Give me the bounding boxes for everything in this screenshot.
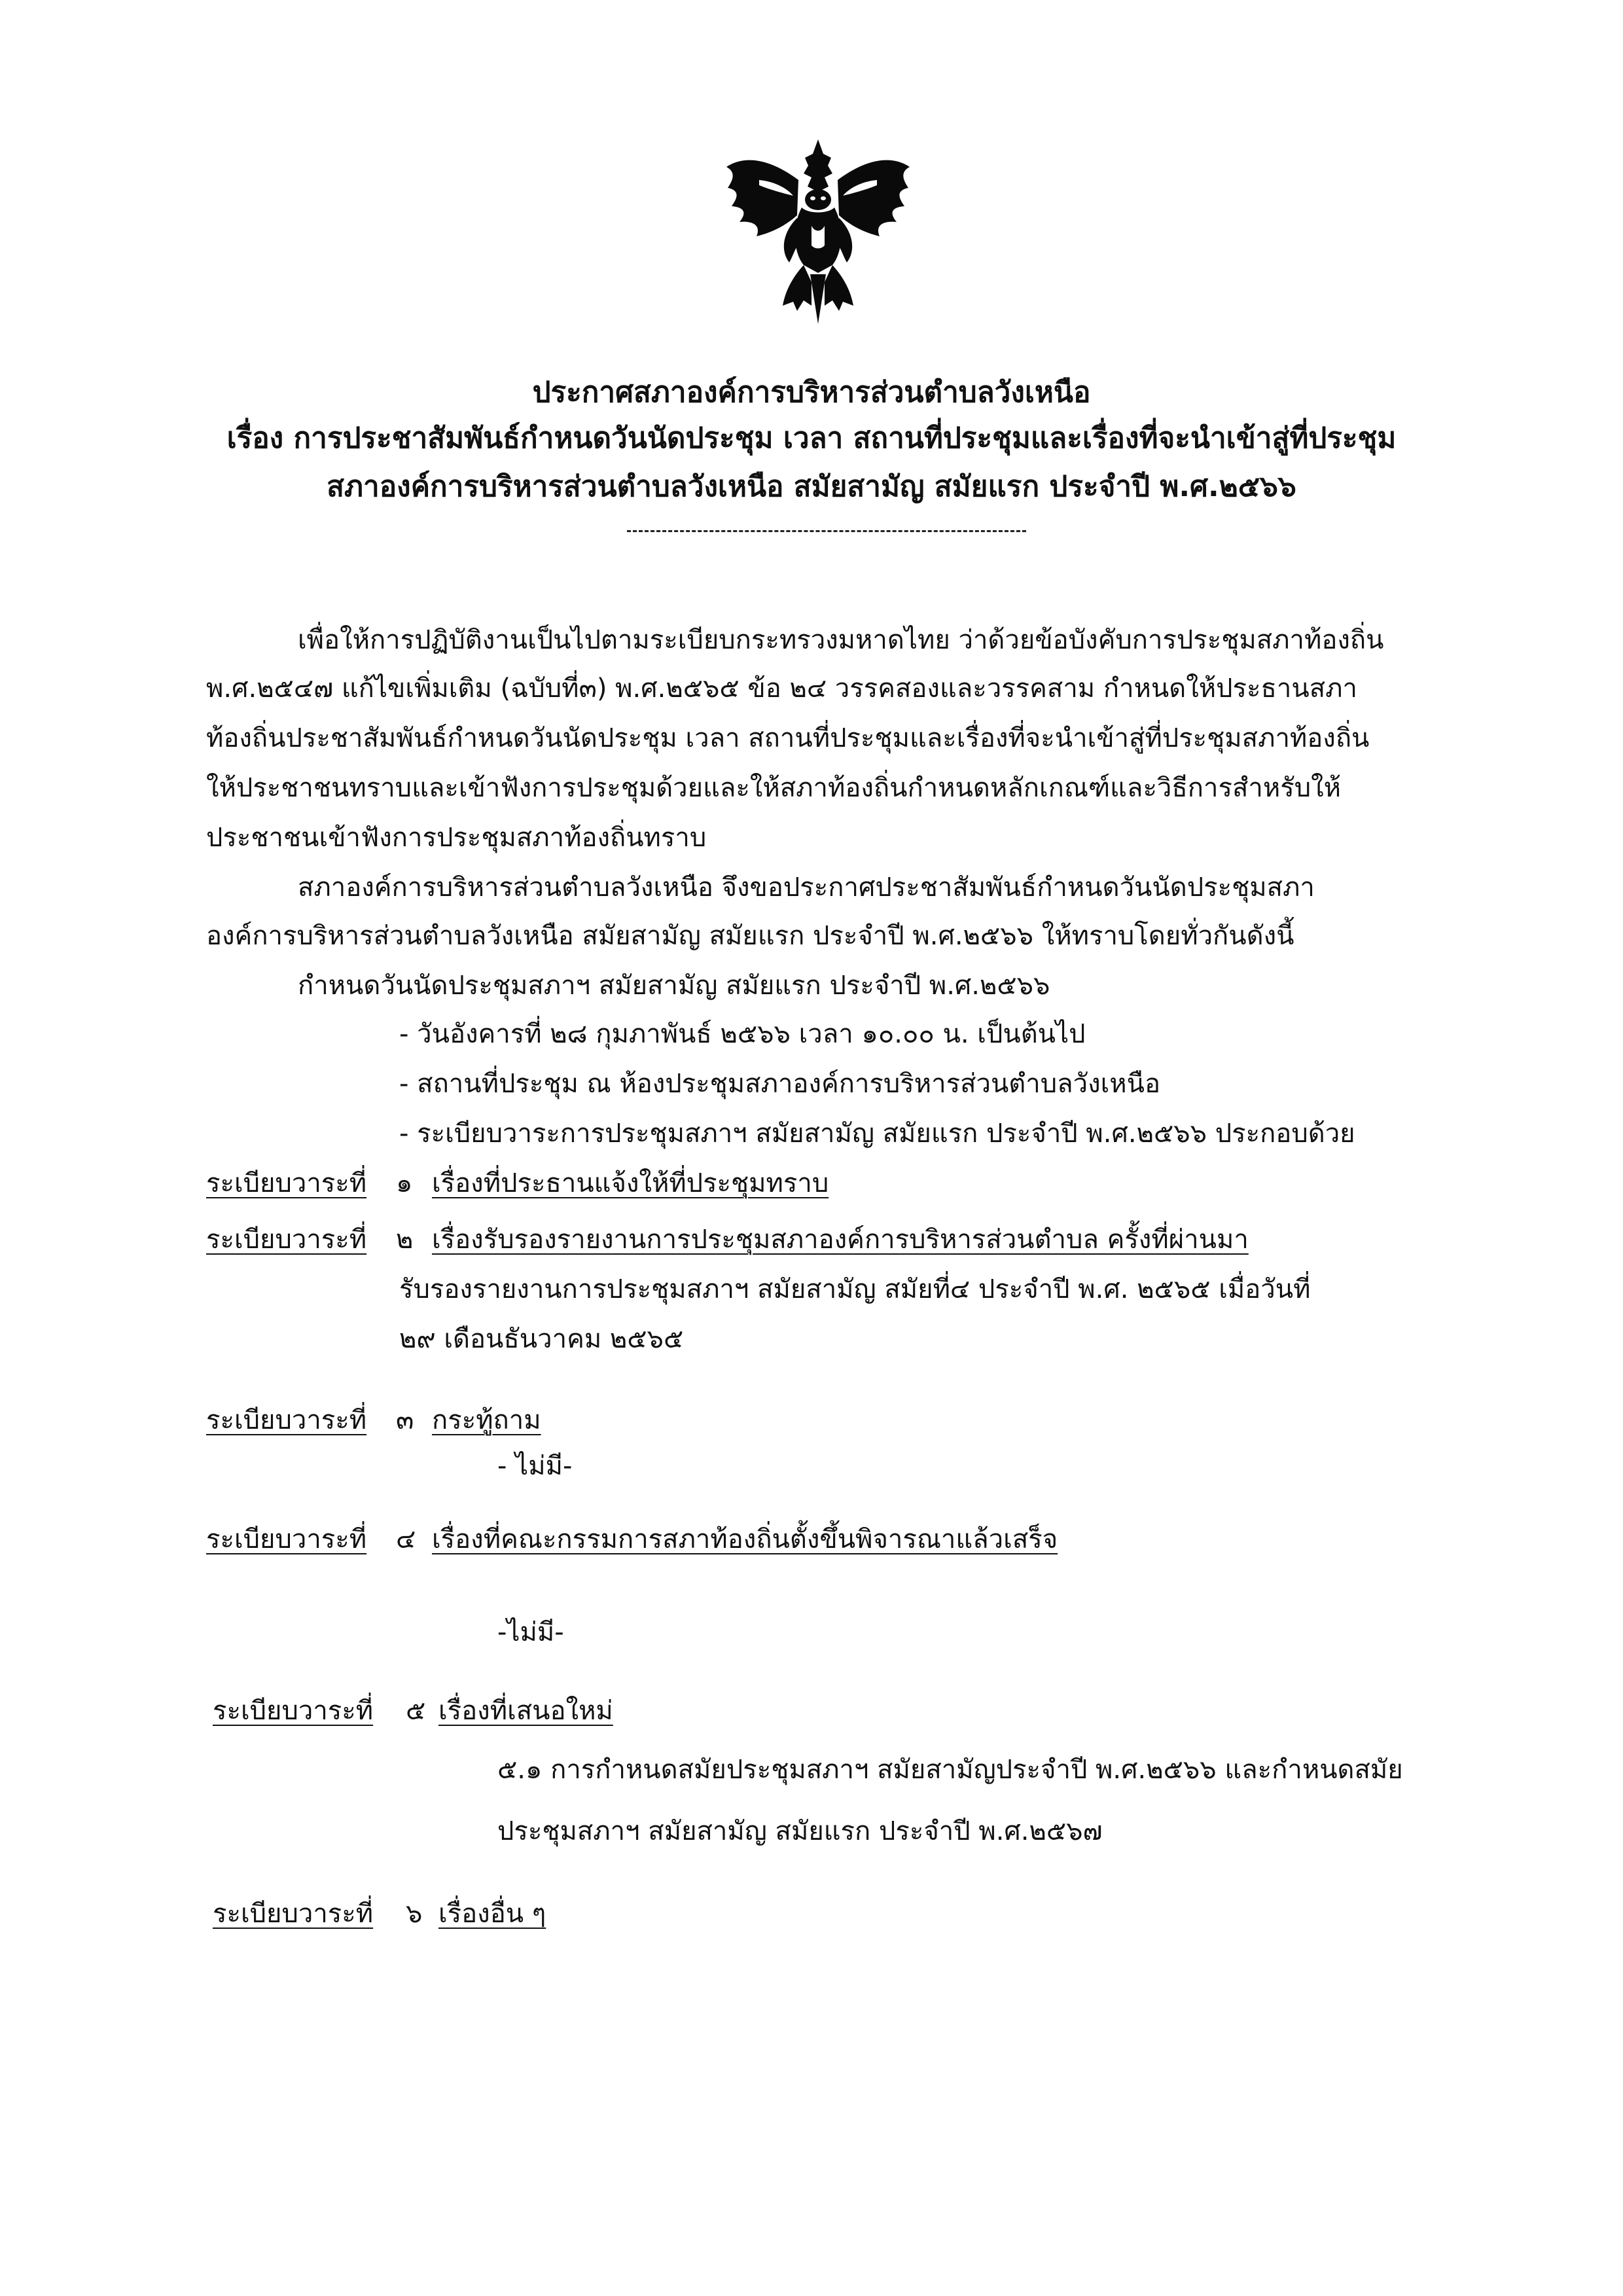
- agenda-detail: ๒๙ เดือนธันวาคม ๒๕๖๕: [399, 1324, 684, 1354]
- announcement-subject: เรื่อง การประชาสัมพันธ์กำหนดวันนัดประชุม เวลา สถานที่ประชุมและเรื่องที่จะนำเข้าสู่ที่ประชุม: [226, 422, 1397, 455]
- paragraph-line: ท้องถิ่นประชาสัมพันธ์กำหนดวันนัดประชุม เวลา สถานที่ประชุมและเรื่องที่จะนำเข้าสู่ที่ประชุมสภาท้องถิ่น: [206, 723, 1370, 753]
- agenda-label: ระเบียบวาระที่: [206, 1168, 367, 1198]
- heading-divider: [627, 530, 1026, 532]
- agenda-title: กระทู้ถาม: [432, 1405, 541, 1435]
- paragraph-line: พ.ศ.๒๕๔๗ แก้ไขเพิ่มเติม (ฉบับที่๓) พ.ศ.๒๕๖๕ ข้อ ๒๔ วรรคสองและวรรคสาม กำหนดให้ประธานสภา: [206, 673, 1357, 704]
- agenda-title: เรื่องรับรองรายงานการประชุมสภาองค์การบริหารส่วนตำบล ครั้งที่ผ่านมา: [432, 1225, 1249, 1255]
- agenda-detail: -ไม่มี-: [497, 1617, 564, 1647]
- agenda-number: ๖: [406, 1899, 423, 1929]
- schedule-agenda-intro: - ระเบียบวาระการประชุมสภาฯ สมัยสามัญ สมัยแรก ประจำปี พ.ศ.๒๕๖๖ ประกอบด้วย: [399, 1119, 1355, 1149]
- agenda-detail: ประชุมสภาฯ สมัยสามัญ สมัยแรก ประจำปี พ.ศ.๒๕๖๗: [497, 1816, 1103, 1846]
- agenda-detail: ๕.๑ การกำหนดสมัยประชุมสภาฯ สมัยสามัญประจำปี พ.ศ.๒๕๖๖ และกำหนดสมัย: [497, 1755, 1403, 1785]
- agenda-label: ระเบียบวาระที่: [206, 1405, 367, 1435]
- paragraph-line: ให้ประชาชนทราบและเข้าฟังการประชุมด้วยและให้สภาท้องถิ่นกำหนดหลักเกณฑ์และวิธีการสำหรับให้: [206, 773, 1341, 803]
- agenda-number: ๔: [396, 1524, 416, 1554]
- paragraph-line: สภาองค์การบริหารส่วนตำบลวังเหนือ จึงขอประกาศประชาสัมพันธ์กำหนดวันนัดประชุมสภา: [298, 872, 1315, 903]
- agenda-label: ระเบียบวาระที่: [213, 1899, 374, 1929]
- paragraph-line: เพื่อให้การปฏิบัติงานเป็นไปตามระเบียบกระทรวงมหาดไทย ว่าด้วยข้อบังคับการประชุมสภาท้องถิ่น: [298, 625, 1384, 655]
- paragraph-line: องค์การบริหารส่วนตำบลวังเหนือ สมัยสามัญ สมัยแรก ประจำปี พ.ศ.๒๕๖๖ ให้ทราบโดยทั่วกันดังนี้: [206, 921, 1294, 951]
- agenda-title: เรื่องที่คณะกรรมการสภาท้องถิ่นตั้งขึ้นพิจารณาแล้วเสร็จ: [432, 1524, 1058, 1554]
- agenda-title: เรื่องที่เสนอใหม่: [438, 1696, 613, 1726]
- garuda-emblem-icon: [720, 134, 916, 331]
- agenda-title: เรื่องอื่น ๆ: [438, 1899, 546, 1929]
- agenda-number: ๑: [396, 1168, 413, 1198]
- schedule-date: - วันอังคารที่ ๒๘ กุมภาพันธ์ ๒๕๖๖ เวลา ๑๐.๐๐ น. เป็นต้นไป: [399, 1019, 1086, 1049]
- agenda-number: ๕: [406, 1696, 426, 1726]
- agenda-label: ระเบียบวาระที่: [206, 1225, 367, 1255]
- schedule-place: - สถานที่ประชุม ณ ห้องประชุมสภาองค์การบริหารส่วนตำบลวังเหนือ: [399, 1069, 1161, 1099]
- agenda-detail: รับรองรายงานการประชุมสภาฯ สมัยสามัญ สมัยที่๔ ประจำปี พ.ศ. ๒๕๖๕ เมื่อวันที่: [399, 1274, 1311, 1304]
- announcement-subject-cont: สภาองค์การบริหารส่วนตำบลวังเหนือ สมัยสามัญ สมัยแรก ประจำปี พ.ศ.๒๕๖๖: [327, 470, 1296, 503]
- agenda-number: ๓: [396, 1405, 414, 1435]
- agenda-number: ๒: [396, 1225, 414, 1255]
- paragraph-line: ประชาชนเข้าฟังการประชุมสภาท้องถิ่นทราบ: [206, 823, 707, 853]
- agenda-label: ระเบียบวาระที่: [206, 1524, 367, 1554]
- schedule-intro: กำหนดวันนัดประชุมสภาฯ สมัยสามัญ สมัยแรก ประจำปี พ.ศ.๒๕๖๖: [298, 971, 1050, 1001]
- agenda-label: ระเบียบวาระที่: [213, 1696, 374, 1726]
- announcement-title: ประกาศสภาองค์การบริหารส่วนตำบลวังเหนือ: [532, 376, 1091, 409]
- agenda-detail: - ไม่มี-: [497, 1451, 573, 1481]
- agenda-title: เรื่องที่ประธานแจ้งให้ที่ประชุมทราบ: [432, 1168, 829, 1198]
